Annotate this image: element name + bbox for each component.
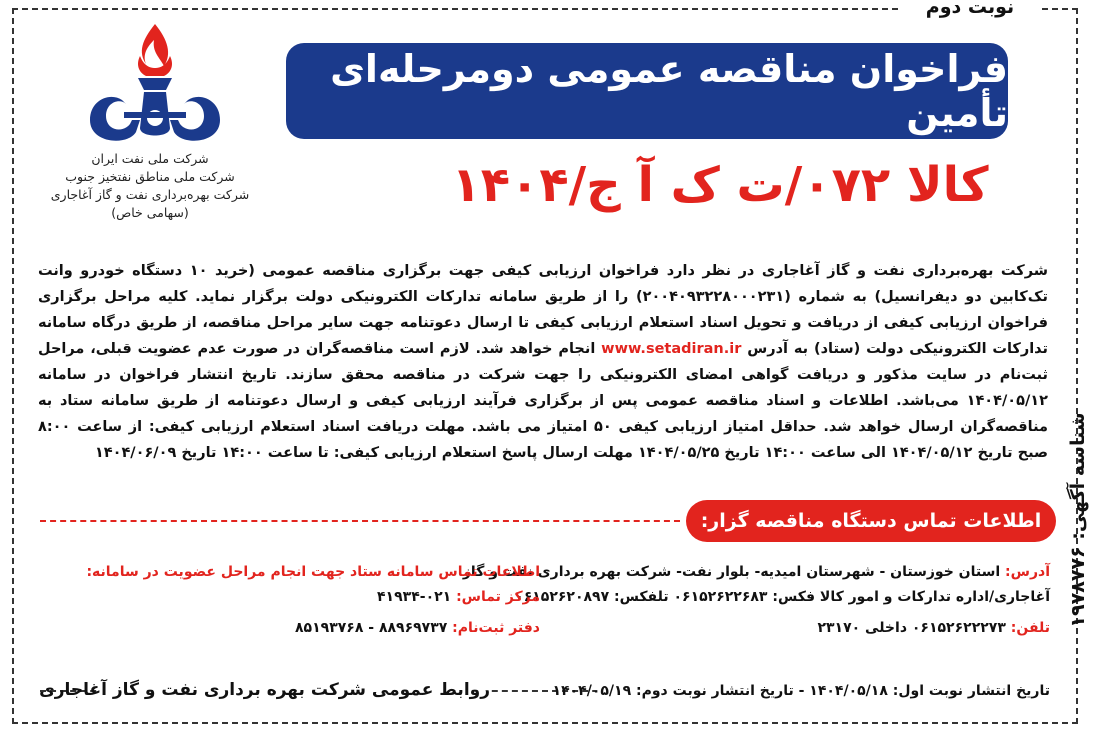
publication-dates: تاریخ انتشار نوبت اول: ۱۴۰۴/۰۵/۱۸ - تاریخ انتشار نوبت دوم: ۱۴۰۴/۰۵/۱۹ — [595, 679, 1050, 703]
ad-id-vertical — [1061, 390, 1095, 650]
contact-heading: اطلاعات تماس دستگاه مناقصه گزار: — [686, 500, 1056, 542]
tender-description — [38, 258, 1048, 466]
company-line-1: شرکت ملی نفت ایران — [91, 151, 209, 166]
address-label: آدرس: — [1005, 564, 1050, 580]
phone-label: تلفن: — [1010, 620, 1050, 636]
setadiran-link[interactable]: www.setadiran.ir — [601, 341, 742, 357]
company-line-4: (سهامی خاص) — [111, 205, 189, 220]
description-part-2: انجام خواهد شد. لازم است مناقصه‌گران در صورت عدم عضویت قبلی، مراحل ثبت‌نام در سایت مذکور و دریافت گواهی امضای الکترونیکی را جهت شرکت در مناقصه محقق سازند. تاریخ انتشار فراخوان در سامانه ۱۴۰۴/۰۵/۱۲ می‌باشد. اطلاعات و اسناد مناقصه عمومی پس از برگزاری فرآیند ارزیابی کیفی و ارسال دعوتنامه از طریق سامانه ستاد به مناقصه‌گران ارسال خواهد شد. حداقل امتیاز ارزیابی کیفی ۵۰ امتیاز می باشد. مهلت دریافت اسناد استعلام ارزیابی کیفی: از ساعت ۸:۰۰ صبح تاریخ ۱۴۰۴/۰۵/۱۲ الی ساعت ۱۴:۰۰ تاریخ ۱۴۰۴/۰۵/۲۵ مهلت ارسال پاسخ استعلام ارزیابی کیفی: تا ساعت ۱۴:۰۰ تاریخ ۱۴۰۴/۰۶/۰۹ — [38, 341, 1048, 461]
company-line-3: شرکت بهره‌برداری نفت و گاز آغاجاری — [50, 187, 250, 202]
call-center-value: ۰۲۱-۴۱۹۳۴ — [377, 589, 452, 605]
phone-value: ۰۶۱۵۲۶۲۲۲۷۳ داخلی ۲۳۱۷۰ — [817, 620, 1006, 636]
address-value: استان خوزستان - شهرستان امیدیه- بلوار نفت- شرکت بهره برداری نفت و گاز — [462, 564, 1001, 580]
company-block — [30, 150, 270, 222]
public-relations-signature: روابط عمومی شرکت بهره برداری نفت و گاز آغاجاری — [100, 676, 490, 704]
registration-office-label: دفتر ثبت‌نام: — [452, 620, 540, 636]
registration-office-value: ۸۸۹۶۹۷۳۷ - ۸۵۱۹۳۷۶۸ — [295, 620, 448, 636]
nioc-logo — [80, 20, 230, 150]
section-divider-left — [40, 520, 680, 522]
title-banner — [286, 43, 1008, 139]
description-part-1: شرکت بهره‌برداری نفت و گاز آغاجاری در نظر دارد فراخوان ارزیابی کیفی جهت برگزاری مناقصه عمومی (خرید ۱۰ دستگاه خودرو وانت تک‌کابین دو دیفرانسیل) به شماره (۲۰۰۴۰۹۳۲۲۸۰۰۰۲۳۱) را از طریق سامانه تدارکات الکترونیکی دولت برگزار نماید. کلیه مراحل برگزاری فراخوان ارزیابی کیفی از دریافت و تحویل اسناد استعلام ارزیابی کیفی تا ارسال دعوتنامه جهت سایر مراحل مناقصه، از طریق درگاه سامانه تدارکات الکترونیکی دولت (ستاد) به آدرس — [38, 263, 1048, 357]
page-title: فراخوان مناقصه عمومی دومرحله‌ای تأمین — [330, 47, 1008, 135]
ad-id-text: شناسه آگهی: ۱۹۷۸۷۷۶ — [1067, 412, 1089, 628]
setad-contact-heading: اطلاعات تماس سامانه ستاد جهت انجام مراحل عضویت در سامانه: — [86, 564, 540, 580]
call-center-label: مرکز تماس: — [456, 589, 540, 605]
tender-code: کالا ۰۷۲/ت ک آ ج/۱۴۰۴ — [451, 157, 989, 213]
setad-contact-info — [86, 560, 540, 641]
company-line-2: شرکت ملی مناطق نفتخیز جنوب — [65, 169, 235, 184]
address-value-2: آغاجاری/اداره تدارکات و امور کالا فکس: ۰۶۱۵۲۶۲۲۶۸۳ تلفکس: ۰۶۱۵۲۶۲۰۸۹۷ — [515, 589, 1050, 605]
edition-tag: نوبت دوم — [900, 0, 1040, 22]
